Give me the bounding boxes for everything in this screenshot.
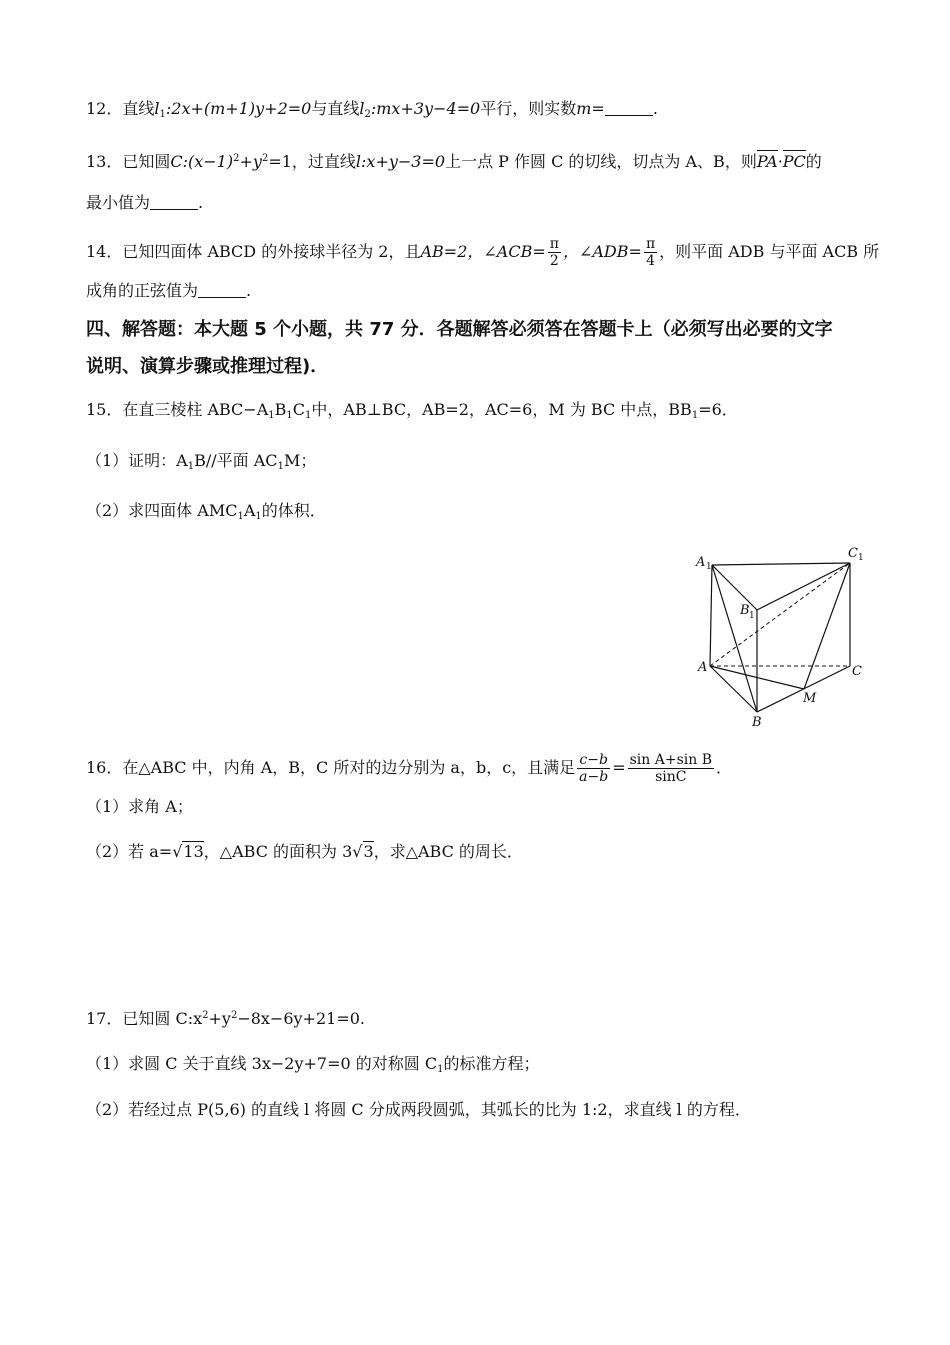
section-heading: 四、解答题：本大题 5 个小题，共 77 分．各题解答必须答在答题卡上（必须写出必要的文字 [86,319,833,340]
label-A1: A [696,555,706,570]
label-B: B [752,715,762,730]
question-15: 15．在直三棱柱 $ABC-A_1B_1C_1$中，AB⊥BC，AB=2，AC=6，M 为 BC 中点，$BB_1=6$． [86,400,738,421]
question-12: 12．直线$l_1:2x+(m+1)y+2=0$与直线$l_2:mx+3y-4=0$平行，则实数m= . [86,99,658,120]
svg-text:1: 1 [858,553,864,563]
question-13: 13．已知圆$C:(x-1)^2+y^2=1$，过直线l:x+y−3=0上一点 P 作圆 C 的切线，切点为 A、B，则PA·PC的 [86,152,822,171]
svg-text:1: 1 [749,611,755,621]
label-C1: C [848,546,858,561]
section-heading-line2: 说明、演算步骤或推理过程)． [86,356,329,377]
edge-MC1 [804,563,850,689]
edge-AC1-hidden [710,563,850,666]
question-14: 14．已知四面体 ABCD 的外接球半径为 2，且AB=2，∠ACB= $\frac{\pi}{2}$ ，∠ADB= $\frac{\pi}{4}$ ，则平面 ADB 与平面 ACB 所 [86,236,880,269]
label-A: A [698,660,708,675]
answer-blank[interactable] [198,281,246,298]
edge-A1C1 [712,563,850,565]
question-13-line2: 最小值为 . [86,193,204,212]
question-15-part1: （1）证明：$A_1B//$平面 $AC_1M$； [86,451,317,472]
answer-blank[interactable] [150,193,198,210]
question-17: 17．已知圆 $C:x^2+y^2-8x-6y+21=0$. [86,1009,365,1028]
question-14-line2: 成角的正弦值为 . [86,281,252,300]
fraction-right: $\frac{\text{sin A+sin B}}{\sin C}$ [629,752,713,785]
question-16-part1: （1）求角 A； [86,797,193,816]
fraction-left: $\frac{c-b}{a-b}$ [579,752,609,785]
question-16: 16．在△ABC 中，内角 A，B，C 所对的边分别为 a，b，c，且满足 $\frac{c-b}{a-b}$ = $\frac{\text{sin A+sin B}}{\sin C}$ ． [86,752,733,785]
label-B1: B [740,603,750,618]
question-15-part2: （2）求四面体 $AMC_1A_1$的体积． [86,501,326,522]
label-M: M [803,691,817,706]
question-16-part2: （2）若 a=√13，△ABC 的面积为 3√3，求△ABC 的周长． [86,842,523,861]
svg-text:1: 1 [706,562,712,572]
fraction-pi-2: $\frac{\pi}{2}$ [549,236,559,269]
label-C: C [852,664,862,679]
answer-blank[interactable] [605,99,653,116]
question-17-part2: （2）若经过点 P(5,6) 的直线 l 将圆 C 分成两段圆弧，其弧长的比为 1:2，求直线 l 的方程． [86,1100,751,1119]
question-17-part1: （1）求圆 C 关于直线 3x−2y+7=0 的对称圆 $C_1$的标准方程； [86,1054,540,1075]
edge-A1A [710,565,712,666]
prism-figure [690,540,870,730]
fraction-pi-4: $\frac{\pi}{4}$ [645,236,656,269]
